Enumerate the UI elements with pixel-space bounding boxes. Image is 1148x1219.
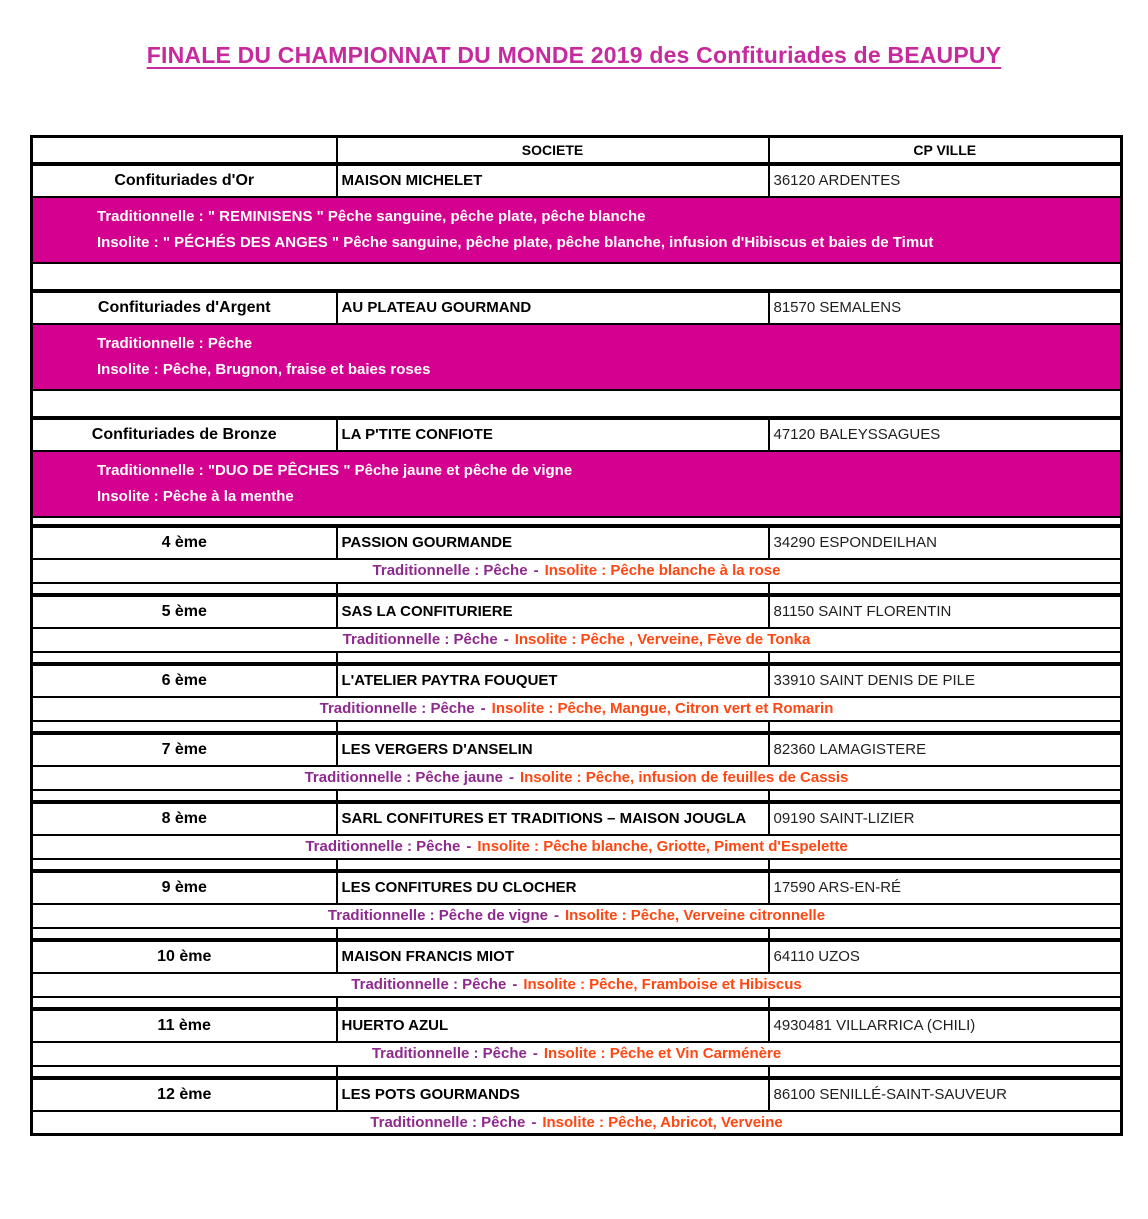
societe-cell: HUERTO AZUL <box>337 1009 769 1042</box>
table-row-7 <box>32 733 1122 766</box>
insolite-label: Insolite : Pêche , Verveine, Fève de Tonka <box>514 631 811 648</box>
separator-dash: - <box>480 700 486 717</box>
table-row-bronze <box>32 418 1122 451</box>
spacer-cell <box>32 390 1122 418</box>
spacer-cell <box>769 928 1122 940</box>
flavors-description <box>32 697 1122 721</box>
rank-cell: 8 ème <box>32 802 337 835</box>
header-societe: SOCIETE <box>337 137 769 164</box>
award-flavors-row-argent <box>32 324 1122 390</box>
spacer-row <box>32 583 1122 595</box>
spacer-row <box>32 928 1122 940</box>
flavors-row <box>32 628 1122 652</box>
flavors-row <box>32 904 1122 928</box>
spacer-cell <box>32 997 337 1009</box>
spacer-cell <box>32 652 337 664</box>
spacer-cell <box>769 583 1122 595</box>
insolite-label: Insolite : Pêche blanche, Griotte, Piment d'Espelette <box>477 838 848 855</box>
separator-dash: - <box>503 631 509 648</box>
table-row-8 <box>32 802 1122 835</box>
rank-cell: 12 ème <box>32 1078 337 1111</box>
insolite-label: Insolite : Pêche, Framboise et Hibiscus <box>523 976 802 993</box>
traditionnelle-label: Traditionnelle : Pêche <box>371 1045 527 1062</box>
cp-ville-cell: 33910 SAINT DENIS DE PILE <box>769 664 1122 697</box>
societe-cell: AU PLATEAU GOURMAND <box>337 291 769 324</box>
societe-cell: PASSION GOURMANDE <box>337 526 769 559</box>
societe-cell: LA P'TITE CONFIOTE <box>337 418 769 451</box>
flavors-row <box>32 973 1122 997</box>
flavors-line-traditionnelle: Traditionnelle : "DUO DE PÊCHES " Pêche jaune et pêche de vigne <box>97 461 573 479</box>
table-row-or <box>32 164 1122 197</box>
table-row-5 <box>32 595 1122 628</box>
flavors-line-traditionnelle: Traditionnelle : " REMINISENS " Pêche sanguine, pêche plate, pêche blanche <box>97 207 646 225</box>
spacer-cell <box>337 721 769 733</box>
rank-cell: 9 ème <box>32 871 337 904</box>
flavors-row <box>32 559 1122 583</box>
table-row-9 <box>32 871 1122 904</box>
rank-cell: 4 ème <box>32 526 337 559</box>
societe-cell: L'ATELIER PAYTRA FOUQUET <box>337 664 769 697</box>
spacer-cell <box>769 652 1122 664</box>
societe-cell: LES VERGERS D'ANSELIN <box>337 733 769 766</box>
flavors-description <box>32 559 1122 583</box>
spacer-cell <box>32 1066 337 1078</box>
table-row-argent <box>32 291 1122 324</box>
table-header-row <box>32 137 1122 164</box>
spacer-row <box>32 997 1122 1009</box>
insolite-label: Insolite : Pêche, Abricot, Verveine <box>542 1113 783 1131</box>
spacer-cell <box>337 652 769 664</box>
societe-cell: LES POTS GOURMANDS <box>337 1078 769 1111</box>
societe-cell: MAISON MICHELET <box>337 164 769 197</box>
spacer-row <box>32 263 1122 291</box>
spacer-row <box>32 1066 1122 1078</box>
flavors-line-insolite: Insolite : Pêche, Brugnon, fraise et baies roses <box>97 360 431 378</box>
flavors-description <box>32 1111 1122 1135</box>
spacer-cell <box>769 721 1122 733</box>
spacer-cell <box>32 517 1122 526</box>
cp-ville-cell: 64110 UZOS <box>769 940 1122 973</box>
rank-cell: Confituriades de Bronze <box>32 418 337 451</box>
award-flavors <box>32 324 1122 390</box>
spacer-cell <box>769 997 1122 1009</box>
rank-cell: 10 ème <box>32 940 337 973</box>
traditionnelle-label: Traditionnelle : Pêche <box>370 1113 526 1131</box>
spacer-cell <box>32 263 1122 291</box>
cp-ville-cell: 09190 SAINT-LIZIER <box>769 802 1122 835</box>
separator-dash: - <box>553 907 559 924</box>
rank-cell: 7 ème <box>32 733 337 766</box>
traditionnelle-label: Traditionnelle : Pêche <box>342 631 498 648</box>
traditionnelle-label: Traditionnelle : Pêche de vigne <box>327 907 548 924</box>
spacer-row <box>32 390 1122 418</box>
spacer-cell <box>337 928 769 940</box>
spacer-cell <box>32 790 337 802</box>
spacer-cell <box>337 790 769 802</box>
insolite-label: Insolite : Pêche, infusion de feuilles de Cassis <box>519 769 849 786</box>
header-cp-ville: CP VILLE <box>769 137 1122 164</box>
insolite-label: Insolite : Pêche blanche à la rose <box>544 562 781 579</box>
separator-dash: - <box>466 838 472 855</box>
award-flavors <box>32 197 1122 263</box>
flavors-row <box>32 766 1122 790</box>
rank-cell: 11 ème <box>32 1009 337 1042</box>
insolite-label: Insolite : Pêche, Mangue, Citron vert et Romarin <box>491 700 834 717</box>
flavors-description <box>32 973 1122 997</box>
rank-cell: 6 ème <box>32 664 337 697</box>
flavors-line-traditionnelle: Traditionnelle : Pêche <box>97 334 253 352</box>
table-row-12 <box>32 1078 1122 1111</box>
spacer-cell <box>337 583 769 595</box>
header-rank-blank <box>32 137 337 164</box>
spacer-cell <box>337 1066 769 1078</box>
spacer-cell <box>32 721 337 733</box>
societe-cell: LES CONFITURES DU CLOCHER <box>337 871 769 904</box>
flavors-row <box>32 1111 1122 1135</box>
cp-ville-cell: 17590 ARS-EN-RÉ <box>769 871 1122 904</box>
societe-cell: SAS LA CONFITURIERE <box>337 595 769 628</box>
cp-ville-cell: 81570 SEMALENS <box>769 291 1122 324</box>
award-flavors <box>32 451 1122 517</box>
flavors-row <box>32 697 1122 721</box>
traditionnelle-label: Traditionnelle : Pêche <box>372 562 528 579</box>
award-flavors-row-bronze <box>32 451 1122 517</box>
spacer-row <box>32 517 1122 526</box>
table-row-4 <box>32 526 1122 559</box>
cp-ville-cell: 4930481 VILLARRICA (CHILI) <box>769 1009 1122 1042</box>
traditionnelle-label: Traditionnelle : Pêche jaune <box>304 769 503 786</box>
spacer-cell <box>337 859 769 871</box>
flavors-line-insolite: Insolite : " PÉCHÉS DES ANGES " Pêche sanguine, pêche plate, pêche blanche, infusion d'Hibiscus et baies de Timut <box>97 233 934 251</box>
flavors-description <box>32 1042 1122 1066</box>
flavors-row <box>32 1042 1122 1066</box>
rank-cell: 5 ème <box>32 595 337 628</box>
flavors-description <box>32 904 1122 928</box>
rank-cell: Confituriades d'Argent <box>32 291 337 324</box>
cp-ville-cell: 34290 ESPONDEILHAN <box>769 526 1122 559</box>
results-table <box>30 135 1123 1136</box>
rank-cell: Confituriades d'Or <box>32 164 337 197</box>
spacer-cell <box>337 997 769 1009</box>
table-row-6 <box>32 664 1122 697</box>
separator-dash: - <box>533 562 539 579</box>
traditionnelle-label: Traditionnelle : Pêche <box>319 700 475 717</box>
insolite-label: Insolite : Pêche, Verveine citronnelle <box>564 907 826 924</box>
page-title: FINALE DU CHAMPIONNAT DU MONDE 2019 des Confituriades de BEAUPUY <box>146 42 1002 68</box>
cp-ville-cell: 82360 LAMAGISTERE <box>769 733 1122 766</box>
cp-ville-cell: 36120 ARDENTES <box>769 164 1122 197</box>
flavors-description <box>32 628 1122 652</box>
spacer-row <box>32 652 1122 664</box>
separator-dash: - <box>531 1113 537 1131</box>
spacer-cell <box>769 859 1122 871</box>
cp-ville-cell: 47120 BALEYSSAGUES <box>769 418 1122 451</box>
spacer-row <box>32 859 1122 871</box>
societe-cell: MAISON FRANCIS MIOT <box>337 940 769 973</box>
traditionnelle-label: Traditionnelle : Pêche <box>305 838 461 855</box>
flavors-description <box>32 766 1122 790</box>
societe-cell: SARL CONFITURES ET TRADITIONS – MAISON JOUGLA <box>337 802 769 835</box>
separator-dash: - <box>508 769 514 786</box>
insolite-label: Insolite : Pêche et Vin Carménère <box>543 1045 782 1062</box>
spacer-cell <box>769 1066 1122 1078</box>
spacer-cell <box>769 790 1122 802</box>
flavors-row <box>32 835 1122 859</box>
flavors-line-insolite: Insolite : Pêche à la menthe <box>97 487 294 505</box>
table-row-10 <box>32 940 1122 973</box>
spacer-row <box>32 790 1122 802</box>
spacer-cell <box>32 859 337 871</box>
cp-ville-cell: 86100 SENILLÉ-SAINT-SAUVEUR <box>769 1078 1122 1111</box>
separator-dash: - <box>512 976 518 993</box>
spacer-row <box>32 721 1122 733</box>
table-row-11 <box>32 1009 1122 1042</box>
cp-ville-cell: 81150 SAINT FLORENTIN <box>769 595 1122 628</box>
spacer-cell <box>32 928 337 940</box>
separator-dash: - <box>532 1045 538 1062</box>
spacer-cell <box>32 583 337 595</box>
traditionnelle-label: Traditionnelle : Pêche <box>351 976 507 993</box>
flavors-description <box>32 835 1122 859</box>
award-flavors-row-or <box>32 197 1122 263</box>
